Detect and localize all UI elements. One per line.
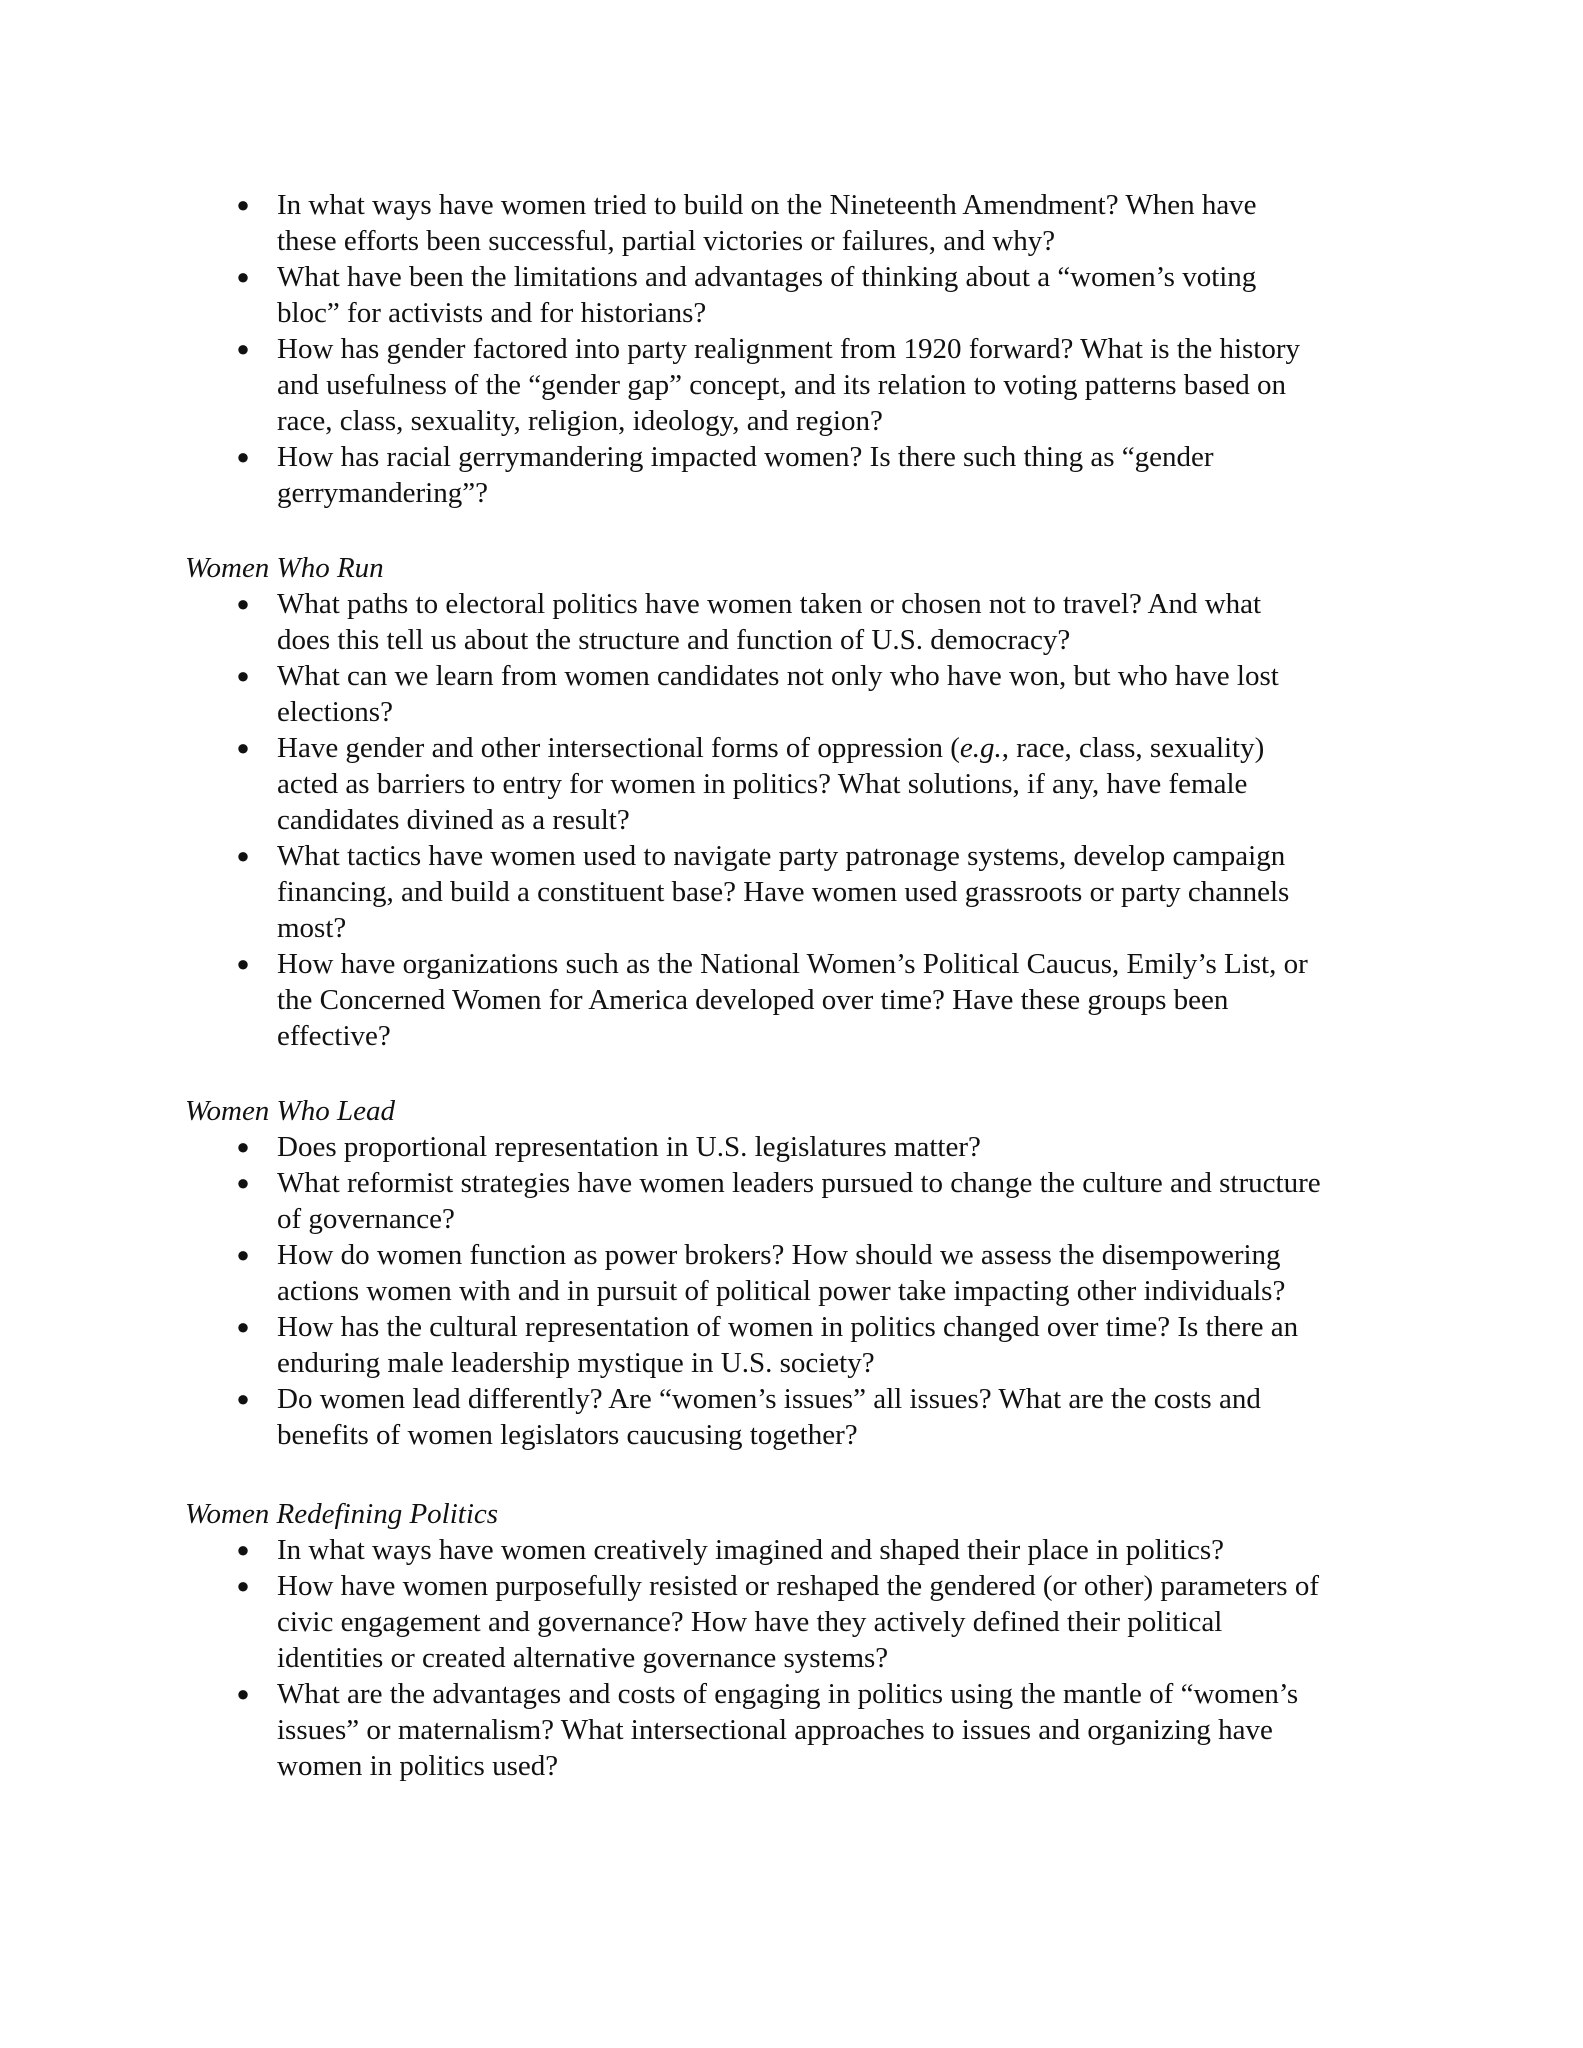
list-item: ● Does proportional representation in U.S. legislatures matter? [185, 1129, 1415, 1165]
section-heading: Women Who Lead [185, 1095, 395, 1127]
bullet-icon: ● [236, 1242, 250, 1267]
question-list [185, 586, 1415, 1054]
list-item: ● What tactics have women used to navigate party patronage systems, develop campaign financing, and build a constituent base? Have women used grassroots or party channels most? [185, 838, 1415, 946]
list-item: ● Have gender and other intersectional forms of oppression (e.g., race, class, sexuality) acted as barriers to entry for women in politics? What solutions, if any, have female candidates divined as a result? [185, 730, 1415, 838]
bullet-icon: ● [236, 1134, 250, 1159]
bullet-icon: ● [236, 1681, 250, 1706]
list-item: ● In what ways have women tried to build on the Nineteenth Amendment? When have these efforts been successful, partial victories or failures, and why? [185, 187, 1415, 259]
section-heading: Women Who Run [185, 552, 384, 584]
bullet-icon: ● [236, 336, 250, 361]
bullet-icon: ● [236, 192, 250, 217]
section-women-who-lead [185, 1093, 1415, 1453]
list-item: ● How do women function as power brokers? How should we assess the disempowering actions women with and in pursuit of political power take impacting other individuals? [185, 1237, 1415, 1309]
bullet-icon: ● [236, 1386, 250, 1411]
list-item: ● What can we learn from women candidates not only who have won, but who have lost elections? [185, 658, 1415, 730]
question-list [185, 187, 1415, 511]
list-item: ● What paths to electoral politics have women taken or chosen not to travel? And what does this tell us about the structure and function of U.S. democracy? [185, 586, 1415, 658]
section-women-redefining-politics [185, 1496, 1415, 1784]
list-item: ● How has the cultural representation of women in politics changed over time? Is there an enduring male leadership mystique in U.S. society? [185, 1309, 1415, 1381]
section-women-who-run [185, 550, 1415, 1054]
list-item: ● What have been the limitations and advantages of thinking about a “women’s voting bloc” for activists and for historians? [185, 259, 1415, 331]
section-intro [185, 187, 1415, 511]
bullet-icon: ● [236, 264, 250, 289]
bullet-icon: ● [236, 1170, 250, 1195]
bullet-icon: ● [236, 444, 250, 469]
bullet-icon: ● [236, 1537, 250, 1562]
list-item: ● In what ways have women creatively imagined and shaped their place in politics? [185, 1532, 1415, 1568]
list-item: ● What are the advantages and costs of engaging in politics using the mantle of “women’s issues” or maternalism? What intersectional approaches to issues and organizing have women in politics used? [185, 1676, 1415, 1784]
bullet-icon: ● [236, 735, 250, 760]
list-item: ● How has gender factored into party realignment from 1920 forward? What is the history and usefulness of the “gender gap” concept, and its relation to voting patterns based on race, class, sexuality, religion, ideology, and region? [185, 331, 1415, 439]
question-list [185, 1532, 1415, 1784]
section-heading: Women Redefining Politics [185, 1498, 499, 1530]
list-item: ● Do women lead differently? Are “women’s issues” all issues? What are the costs and benefits of women legislators caucusing together? [185, 1381, 1415, 1453]
bullet-icon: ● [236, 663, 250, 688]
bullet-icon: ● [236, 1573, 250, 1598]
bullet-icon: ● [236, 591, 250, 616]
question-list [185, 1129, 1415, 1453]
bullet-icon: ● [236, 1314, 250, 1339]
list-item: ● How have organizations such as the National Women’s Political Caucus, Emily’s List, or the Concerned Women for America developed over time? Have these groups been effective? [185, 946, 1415, 1054]
list-item: ● How have women purposefully resisted or reshaped the gendered (or other) parameters of civic engagement and governance? How have they actively defined their political identities or created alternative governance systems? [185, 1568, 1415, 1676]
list-item: ● What reformist strategies have women leaders pursued to change the culture and structure of governance? [185, 1165, 1415, 1237]
bullet-icon: ● [236, 951, 250, 976]
bullet-icon: ● [236, 843, 250, 868]
list-item: ● How has racial gerrymandering impacted women? Is there such thing as “gender gerrymandering”? [185, 439, 1415, 511]
